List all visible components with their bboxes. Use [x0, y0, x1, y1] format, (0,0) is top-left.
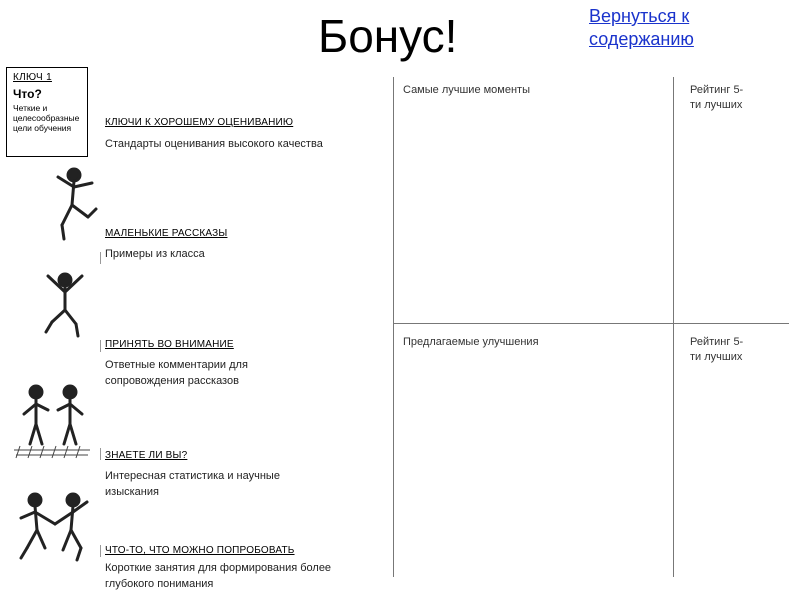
- section-heading: МАЛЕНЬКИЕ РАССКАЗЫ: [105, 228, 228, 239]
- section-take-into-account: [105, 339, 375, 389]
- section-tick: [100, 252, 103, 264]
- section-body: Ответные комментарии для сопровождения рассказов: [105, 359, 248, 387]
- section-heading: ЗНАЕТЕ ЛИ ВЫ?: [105, 450, 188, 461]
- section-heading: КЛЮЧИ К ХОРОШЕМУ ОЦЕНИВАНИЮ: [105, 117, 294, 128]
- section-body: Интересная статистика и научные изыскания: [105, 470, 280, 498]
- table-divider-vertical: [673, 77, 674, 577]
- section-tick: [100, 340, 103, 352]
- two-figures-icon: [12, 380, 92, 460]
- back-to-contents-link[interactable]: Вернуться к содержанию: [589, 6, 694, 49]
- top5-rating-label: Рейтинг 5-ти лучших: [690, 84, 744, 111]
- best-moments-label: Самые лучшие моменты: [403, 84, 530, 96]
- top5-rating-label: Рейтинг 5-ти лучших: [690, 336, 744, 363]
- key-box: [6, 67, 88, 157]
- section-body: Примеры из класса: [105, 248, 205, 260]
- section-body: Короткие занятия для формирования более глубокого понимания: [105, 562, 332, 590]
- section-heading: ЧТО-ТО, ЧТО МОЖНО ПОПРОБОВАТЬ: [105, 545, 295, 556]
- section-did-you-know: [105, 450, 375, 500]
- section-small-stories: [105, 228, 375, 262]
- cheering-figure-icon: [40, 268, 90, 340]
- section-tick: [100, 448, 103, 460]
- section-heading: ПРИНЯТЬ ВО ВНИМАНИЕ: [105, 339, 234, 350]
- table-divider-horizontal: [393, 323, 789, 324]
- reflection-table: [393, 77, 789, 577]
- section-body: Стандарты оценивания высокого качества: [105, 138, 323, 150]
- key-description: Четкие и целесообразные цели обучения: [13, 103, 80, 133]
- table-border-left: [393, 77, 394, 577]
- jumping-figure-icon: [50, 165, 100, 245]
- section-tick: [100, 545, 103, 557]
- page-title: Бонус!: [318, 10, 458, 62]
- key-question: Что?: [13, 87, 42, 101]
- section-something-to-try: [105, 545, 375, 592]
- section-assessment-keys: [105, 117, 375, 152]
- key-heading: КЛЮЧ 1: [13, 72, 52, 83]
- dancing-figures-icon: [15, 488, 95, 568]
- suggested-improvements-label: Предлагаемые улучшения: [403, 336, 539, 348]
